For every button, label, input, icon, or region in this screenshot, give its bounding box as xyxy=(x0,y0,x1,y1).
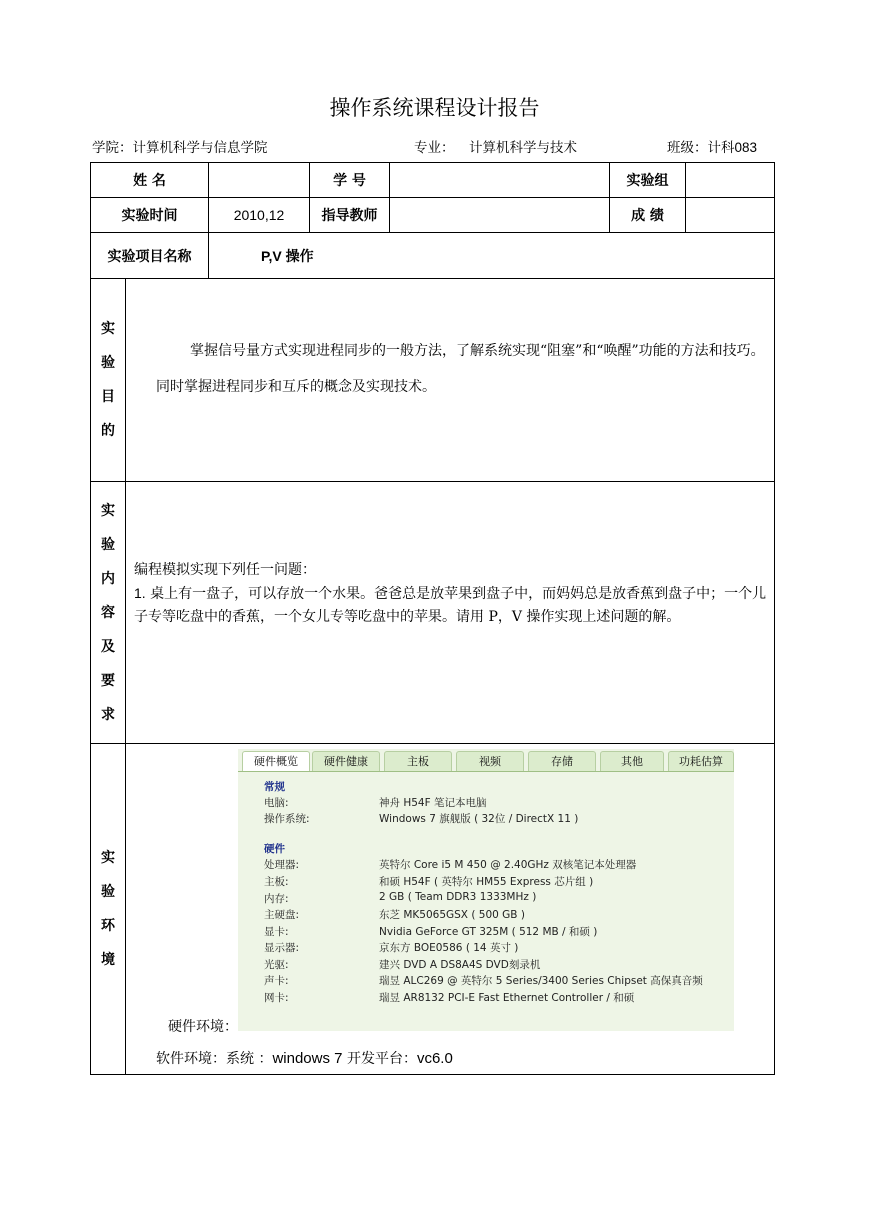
info-row: 处理器: 英特尔 Core i5 M 450 @ 2.40GHz 双核笔记本处理器 xyxy=(264,859,637,871)
class-number: 083 xyxy=(734,140,758,155)
hardware-env-label: 硬件环境： xyxy=(168,1019,238,1035)
info-row: 电脑: 神舟 H54F 笔记本电脑 xyxy=(264,797,487,809)
software-env-label: 软件环境：系统 ： xyxy=(156,1051,273,1067)
class-info xyxy=(667,136,757,156)
hardware-screenshot xyxy=(238,749,734,1031)
section-general: 常规 xyxy=(264,781,285,793)
student-id-label: 学 号 xyxy=(310,163,390,198)
class-label: 班级：计科 xyxy=(667,140,735,156)
software-os: windows 7 xyxy=(272,1050,343,1067)
time-value: 2010,12 xyxy=(209,198,310,233)
teacher-label: 指导教师 xyxy=(310,198,390,233)
name-value xyxy=(209,163,310,198)
info-row: 显示器: 京东方 BOE0586 ( 14 英寸 ) xyxy=(264,942,519,954)
group-label: 实验组 xyxy=(610,163,686,198)
tab-hardware-overview[interactable]: 硬件概览 xyxy=(242,751,310,771)
tab-hardware-health[interactable]: 硬件健康 xyxy=(312,751,380,771)
tab-power-estimate[interactable]: 功耗估算 xyxy=(668,751,734,771)
content-body: 桌上有一盘子，可以存放一个水果。爸爸总是放苹果到盘子中，而妈妈总是放香蕉到盘子中；一个儿子专等吃盘中的香蕉，一个女儿专等吃盘中的苹果。请用 P，V 操作实现上述问题的解。 xyxy=(134,586,767,625)
info-row: 主硬盘: 东芝 MK5065GSX ( 500 GB ) xyxy=(264,909,525,921)
student-id-value xyxy=(390,163,610,198)
score-label: 成 绩 xyxy=(610,198,686,233)
env-label: 实 验 环 境 xyxy=(91,744,126,1075)
purpose-cell xyxy=(126,279,775,482)
info-row: 光驱: 建兴 DVD A DS8A4S DVD刻录机 xyxy=(264,959,541,971)
tab-motherboard[interactable]: 主板 xyxy=(384,751,452,771)
content-cell xyxy=(126,482,775,744)
content-text xyxy=(134,559,776,629)
hardware-tabs xyxy=(238,749,734,771)
name-label: 姓 名 xyxy=(91,163,209,198)
content-number: 1. xyxy=(134,585,146,601)
content-intro: 编程模拟实现下列任一问题： xyxy=(134,562,316,578)
tab-storage[interactable]: 存储 xyxy=(528,751,596,771)
project-name: P,V 操作 xyxy=(209,233,775,279)
teacher-value xyxy=(390,198,610,233)
info-row: 声卡: 瑞昱 ALC269 @ 英特尔 5 Series/3400 Series Chipset 高保真音频 xyxy=(264,975,703,987)
platform-value: vc6.0 xyxy=(416,1050,453,1067)
purpose-text: 掌握信号量方式实现进程同步的一般方法，了解系统实现“阻塞”和“唤醒”功能的方法和技巧。同时掌握进程同步和互斥的概念及实现技术。 xyxy=(156,343,765,395)
content-label: 实 验 内 容 及 要 求 xyxy=(91,482,126,744)
major-value: 计算机科学与技术 xyxy=(469,140,577,156)
info-row: 操作系统: Windows 7 旗舰版 ( 32位 / DirectX 11 ) xyxy=(264,813,579,825)
report-title: 操作系统课程设计报告 xyxy=(329,96,540,120)
tab-divider xyxy=(238,771,734,772)
software-env xyxy=(156,1048,453,1068)
info-row: 内存: 2 GB ( Team DDR3 1333MHz ) xyxy=(264,891,537,905)
tab-other[interactable]: 其他 xyxy=(600,751,664,771)
info-row: 主板: 和硕 H54F ( 英特尔 HM55 Express 芯片组 ) xyxy=(264,876,594,888)
college-info: 学院：计算机科学与信息学院 xyxy=(92,140,268,156)
info-row: 网卡: 瑞昱 AR8132 PCI-E Fast Ethernet Controller / 和硕 xyxy=(264,992,635,1004)
group-value xyxy=(686,163,775,198)
section-hardware: 硬件 xyxy=(264,843,285,855)
info-row: 显卡: Nvidia GeForce GT 325M ( 512 MB / 和硕 ) xyxy=(264,926,598,938)
time-label: 实验时间 xyxy=(91,198,209,233)
major-label: 专业： xyxy=(414,140,455,156)
score-value xyxy=(686,198,775,233)
project-label: 实验项目名称 xyxy=(91,233,209,279)
env-cell xyxy=(126,744,775,1075)
report-table xyxy=(90,162,775,1075)
tab-video[interactable]: 视频 xyxy=(456,751,524,771)
purpose-label: 实 验 目 的 xyxy=(91,279,126,482)
platform-label: 开发平台： xyxy=(342,1051,417,1067)
